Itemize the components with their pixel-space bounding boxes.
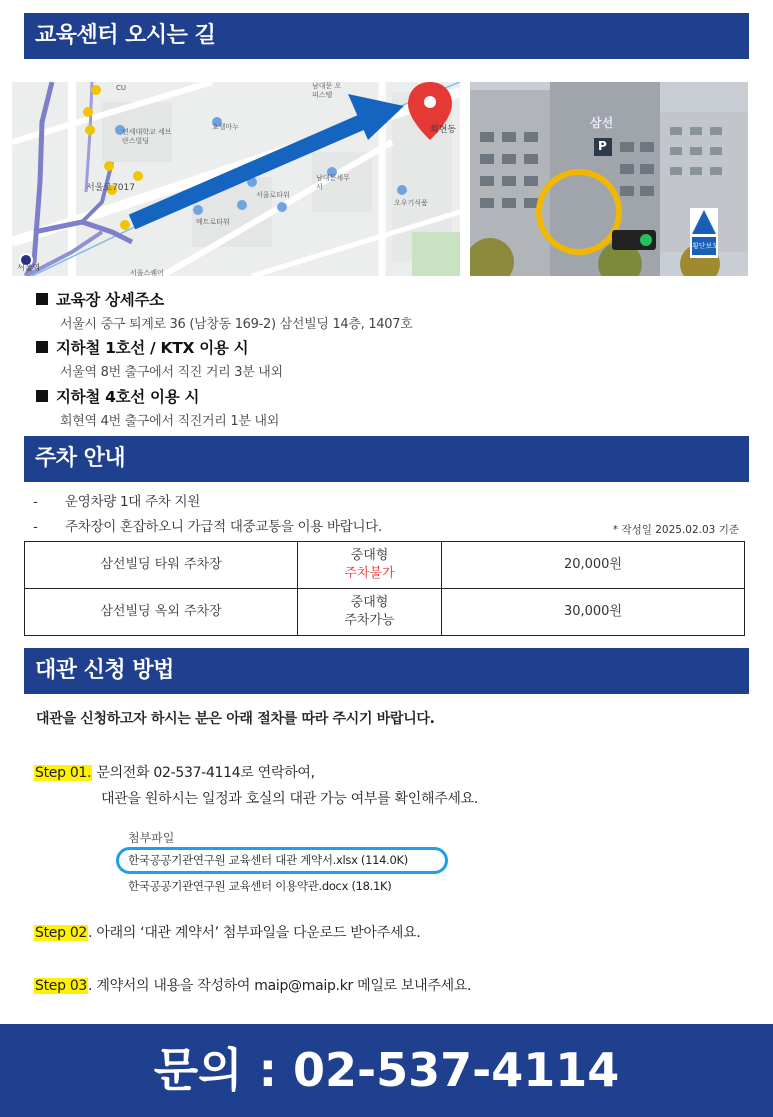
step-03-text: . 계약서의 내용을 작성하여 maip@maip.kr 메일로 보내주세요. [88,978,472,994]
bullet-square-icon [36,390,48,402]
parking-sign: P [598,139,607,153]
address-title: 지하철 1호선 / KTX 이용 시 [56,339,249,357]
address-title: 지하철 4호선 이용 시 [56,388,200,406]
bullet-square-icon [36,293,48,305]
parking-price-cell: 30,000원 [442,589,745,636]
parking-name-cell: 삼선빌딩 옥외 주차장 [25,589,298,636]
parking-bullet [33,515,382,535]
map-graphic [12,82,460,276]
parking-size-cell [298,542,442,589]
rental-section-title: 대관 신청 방법 [24,648,749,694]
step-01-label: Step 01. [35,765,92,781]
table-row [25,542,745,589]
bullet-square-icon [36,341,48,353]
address-block-detail [36,288,412,332]
step-01 [34,762,315,782]
address-desc: 회현역 4번 출구에서 직진거리 1분 내외 [60,414,279,429]
map-label-tax-office: 남대문세무서 [316,174,350,191]
parking-status-available: 주차가능 [344,613,395,628]
attachment-label: 첨부파일 [128,831,175,845]
map-label-square: 서울스퀘어 [130,269,164,276]
step-01-subtext: 대관을 원하시는 일정과 호실의 대관 가능 여부를 확인해주세요. [101,791,479,807]
building-sign: 삼선 [590,116,614,130]
step-02 [34,922,420,942]
building-photo [470,82,748,276]
map-label-seoullo: 서울로7017 [86,183,135,193]
address-title: 교육장 상세주소 [56,291,164,309]
map-label-seoul-tower: 서울로타워 [256,191,290,199]
step-03-label: Step 03 [35,978,88,994]
map-label-cu: CU [116,84,127,92]
parking-section-title: 주차 안내 [24,436,749,482]
directions-section-title: 교육센터 오시는 길 [24,13,749,59]
parking-table [24,541,745,636]
parking-status-unavailable: 주차불가 [344,566,395,581]
attachment-contract-link[interactable]: 한국공공기관연구원 교육센터 대관 계약서.xlsx (114.0K) [116,847,448,874]
parking-size-cell [298,589,442,636]
step-01-text: 문의전화 02-537-4114로 연락하여, [92,765,315,781]
address-desc: 서울시 중구 퇴계로 36 (남창동 169-2) 삼선빌딩 14층, 1407호 [60,317,413,332]
parking-name-cell: 삼선빌딩 타워 주차장 [25,542,298,589]
parking-bullet-text: 주차장이 혼잡하오니 가급적 대중교통을 이용 바랍니다. [65,519,382,535]
rental-intro: 대관을 신청하고자 하시는 분은 아래 절차를 따라 주시기 바랍니다. [36,711,435,727]
bullet-dash: - [33,494,38,510]
parking-size: 중대형 [350,595,389,610]
step-02-label: Step 02 [35,925,88,941]
contact-footer: 문의 : 02-537-4114 [0,1024,773,1117]
parking-bullet [33,490,200,510]
map-label-namdaemun-office: 남대문 오피스텔 [312,82,342,99]
address-block-line4 [36,385,279,429]
crosswalk-sign: 횡단보도 [692,242,720,250]
location-map[interactable] [12,82,460,276]
map-label-metro: 메트로타워 [196,218,230,226]
parking-size: 중대형 [350,548,389,563]
step-02-text: . 아래의 ‘대관 계약서’ 첨부파일을 다운로드 받아주세요. [88,925,421,941]
map-label-seoul-station: 서울역 [17,263,41,272]
map-label-owooji: 오우기식품 [394,199,428,207]
table-row [25,589,745,636]
parking-date-note: * 작성일 2025.02.03 기준 [612,524,739,536]
address-block-line1 [36,336,283,380]
map-label-yonsei: 연세대학교 세브란스빌딩 [122,128,172,145]
address-desc: 서울역 8번 출구에서 직진 거리 3분 내외 [60,365,283,380]
step-03 [34,975,471,995]
parking-bullet-text: 운영차량 1대 주차 지원 [65,494,200,510]
map-label-hotel: 호텔마누 [212,123,240,131]
parking-price-cell: 20,000원 [442,542,745,589]
map-label-hoehyeon: 회현동 [430,125,457,135]
bullet-dash: - [33,519,38,535]
attachment-terms-link[interactable]: 한국공공기관연구원 교육센터 이용약관.docx (18.1K) [128,879,392,893]
